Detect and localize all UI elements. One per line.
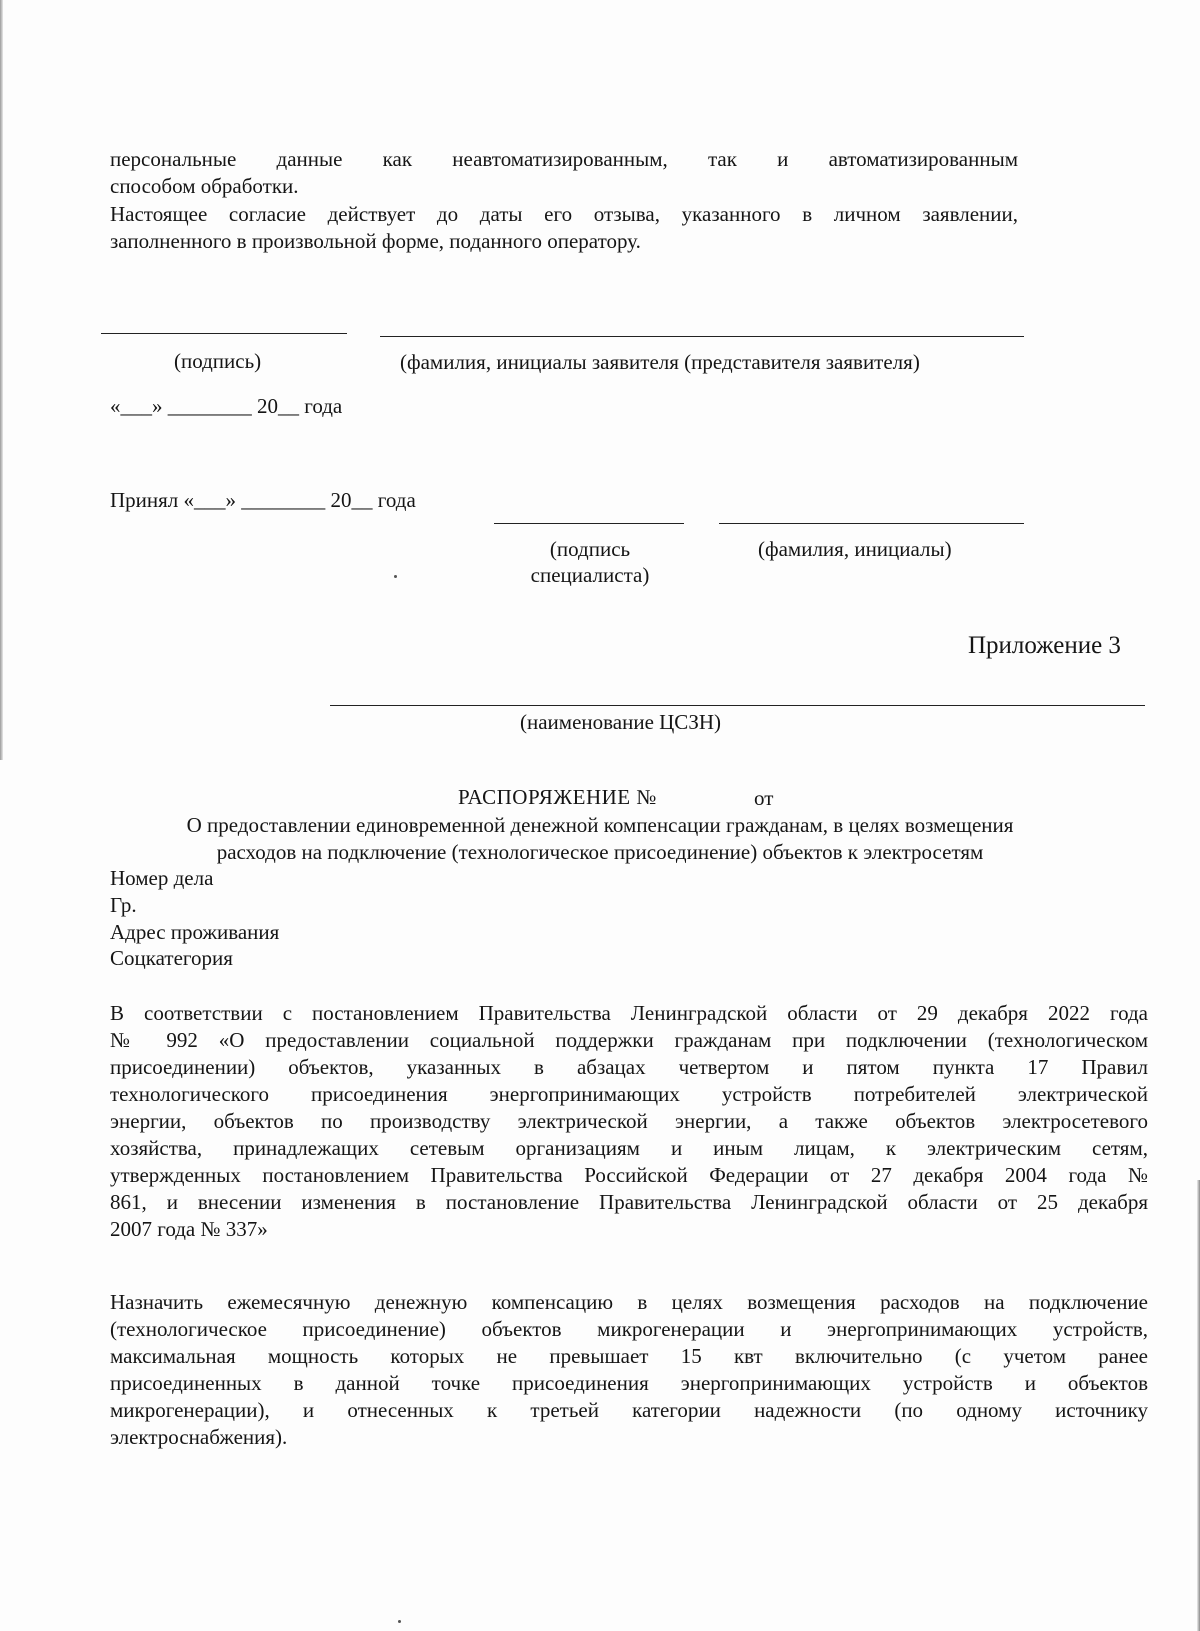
signature-line bbox=[101, 333, 347, 334]
consent-line-3: Настоящее согласие действует до даты его отзыва, указанного в личном заявлении, bbox=[110, 202, 1018, 226]
order-subtitle-1: О предоставлении единовременной денежной компенсации гражданам, в целях возмещения bbox=[186, 813, 1014, 837]
specialist-caption-1: (подпись bbox=[549, 537, 631, 561]
specialist-caption-2: специалиста) bbox=[530, 563, 650, 587]
field-case-number: Номер дела bbox=[110, 866, 214, 890]
basis-line-8: 861, и внесении изменения в постановление Правительства Ленинградской области от 25 декабря bbox=[110, 1190, 1148, 1214]
order-subtitle-2: расходов на подключение (технологическое присоединение) объектов к электросетям bbox=[216, 840, 984, 864]
decision-line-5: микрогенерации), и отнесенных к третьей категории надежности (по одному источнику bbox=[110, 1398, 1148, 1422]
decision-line-6: электроснабжения). bbox=[110, 1425, 288, 1449]
org-caption: (наименование ЦСЗН) bbox=[520, 710, 721, 734]
basis-line-7: утвержденных постановлением Правительства Российской Федерации от 27 декабря 2004 года № bbox=[110, 1163, 1148, 1187]
signature-caption: (подпись) bbox=[174, 349, 262, 373]
field-address: Адрес проживания bbox=[110, 920, 280, 944]
specialist-name-line bbox=[719, 523, 1024, 524]
basis-line-9: 2007 года № 337» bbox=[110, 1217, 268, 1241]
accepted-line: Принял «___» ________ 20__ года bbox=[110, 488, 416, 512]
field-social-category: Соцкатегория bbox=[110, 946, 233, 970]
basis-line-6: хозяйства, принадлежащих сетевым организациям и иным лицам, к электрическим сетям, bbox=[110, 1136, 1148, 1160]
specialist-signature-line bbox=[494, 523, 684, 524]
consent-line-2: способом обработки. bbox=[110, 174, 299, 198]
basis-line-2: № 992 «О предоставлении социальной поддержки гражданам при подключении (технологическом bbox=[110, 1028, 1148, 1052]
appendix-label: Приложение 3 bbox=[968, 632, 1121, 659]
decision-line-2: (технологическое присоединение) объектов микрогенерации и энергопринимающих устройств, bbox=[110, 1317, 1148, 1341]
basis-line-3: присоединении) объектов, указанных в абзацах четвертом и пятом пункта 17 Правил bbox=[110, 1055, 1148, 1079]
decision-line-3: максимальная мощность которых не превышает 15 квт включительно (с учетом ранее bbox=[110, 1344, 1148, 1368]
field-citizen: Гр. bbox=[110, 893, 137, 917]
applicant-name-line bbox=[380, 336, 1024, 337]
decision-line-4: присоединенных в данной точке присоединения энергопринимающих устройств и объектов bbox=[110, 1371, 1148, 1395]
decision-line-1: Назначить ежемесячную денежную компенсацию в целях возмещения расходов на подключение bbox=[110, 1290, 1148, 1314]
order-title-suffix: от bbox=[754, 786, 774, 810]
org-name-line bbox=[330, 705, 1145, 706]
scan-edge-left bbox=[0, 0, 3, 760]
scan-speck bbox=[394, 575, 397, 578]
specialist-name-caption: (фамилия, инициалы) bbox=[758, 537, 952, 561]
consent-line-1: персональные данные как неавтоматизированным, так и автоматизированным bbox=[110, 147, 1018, 171]
basis-line-5: энергии, объектов по производству электрической энергии, а также объектов электросетевого bbox=[110, 1109, 1148, 1133]
basis-line-1: В соответствии с постановлением Правительства Ленинградской области от 29 декабря 2022 года bbox=[110, 1001, 1148, 1025]
consent-line-4: заполненного в произвольной форме, поданного оператору. bbox=[110, 229, 641, 253]
date-line: «___» ________ 20__ года bbox=[110, 394, 343, 418]
applicant-name-caption: (фамилия, инициалы заявителя (представителя заявителя) bbox=[400, 350, 920, 374]
scan-speck bbox=[398, 1620, 401, 1623]
basis-line-4: технологического присоединения энергопринимающих устройств потребителей электрической bbox=[110, 1082, 1148, 1106]
order-title: РАСПОРЯЖЕНИЕ № bbox=[458, 785, 657, 809]
